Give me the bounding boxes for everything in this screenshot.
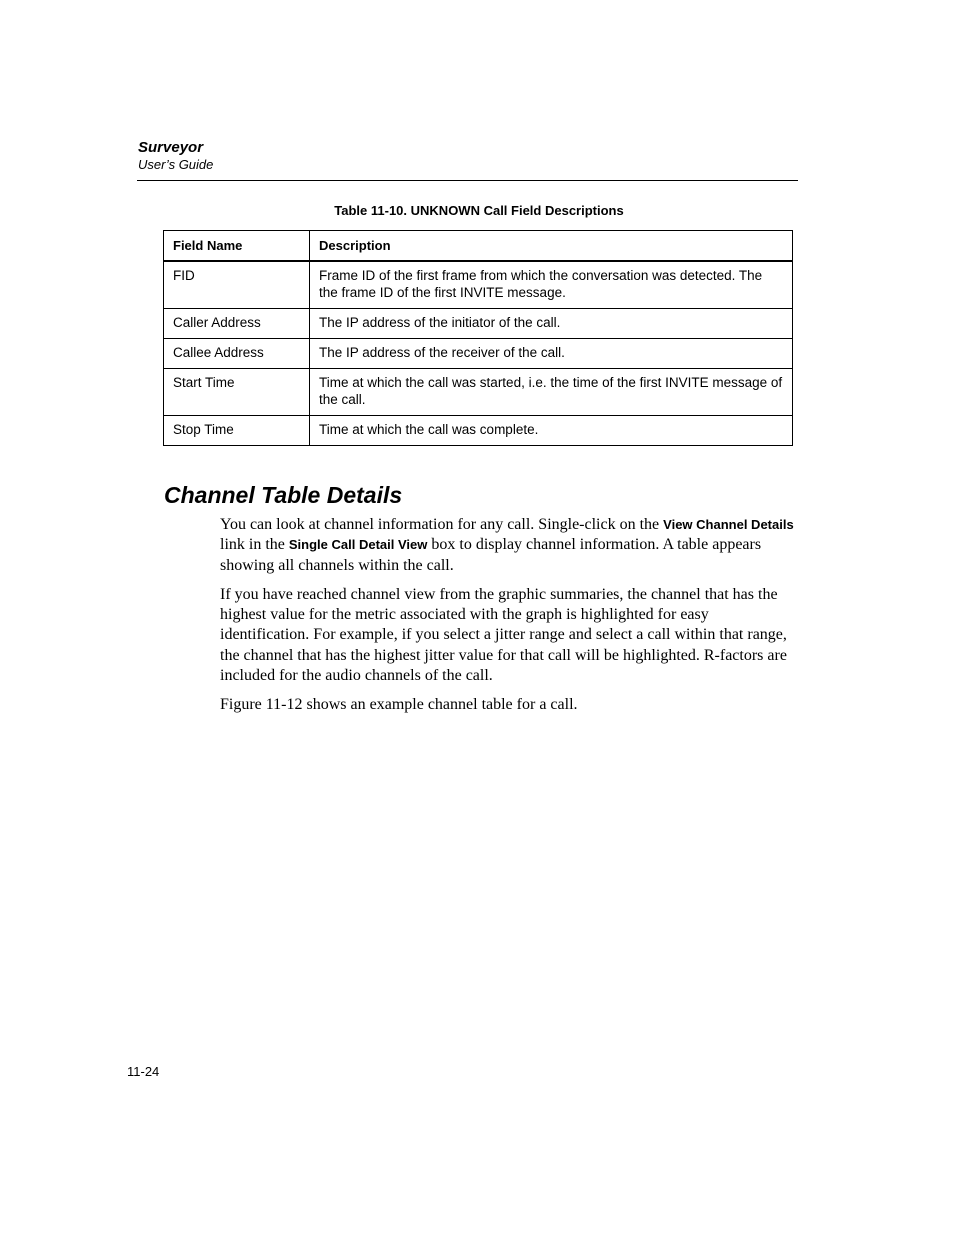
paragraph-1-text-b: link in the <box>220 536 289 554</box>
column-header-field-name: Field Name <box>164 231 310 262</box>
header-rule <box>137 180 798 181</box>
running-head <box>138 139 213 173</box>
paragraph-1-text-a: You can look at channel information for any call. Single-click on the <box>220 516 664 533</box>
paragraph-2: If you have reached channel view from the graphic summaries, the channel that has the highest value for the metric associated with the graph is highlighted for easy identification. For example, if you select a jitter range and select a call within that range, the channel that has the highest jitter value for that call will be highlighted. R-factors are included for the audio channels of the call. <box>220 585 787 685</box>
section-heading: Channel Table Details <box>164 482 403 508</box>
table-cell-field-name: Caller Address <box>164 309 310 339</box>
table-caption: Table 11-10. UNKNOWN Call Field Descriptions <box>334 203 624 218</box>
table-cell-field-name: Stop Time <box>164 416 310 446</box>
paragraph-3: Figure 11-12 shows an example channel table for a call. <box>220 696 578 714</box>
ui-term-view-channel-details: View Channel Details <box>663 517 794 532</box>
page-number: 11-24 <box>127 1064 160 1079</box>
table-cell-description: The IP address of the initiator of the call. <box>310 309 793 339</box>
table-cell-description: Time at which the call was started, i.e. the time of the first INVITE message of the call. <box>310 369 793 416</box>
table-row <box>164 339 793 369</box>
table-cell-description: The IP address of the receiver of the call. <box>310 339 793 369</box>
table-cell-field-name: Callee Address <box>164 339 310 369</box>
table-cell-field-name: FID <box>164 261 310 309</box>
section-body <box>220 515 795 725</box>
table-row <box>164 309 793 339</box>
table-cell-description: Frame ID of the first frame from which the conversation was detected. The the frame ID of the first INVITE message. <box>310 261 793 309</box>
ui-term-single-call-detail-view: Single Call Detail View <box>288 537 428 553</box>
table-cell-description: Time at which the call was complete. <box>310 416 793 446</box>
column-header-description: Description <box>310 231 793 262</box>
paragraph-1-text-c: box to display channel information. A table appears showing all channels within the call. <box>220 536 762 574</box>
table-row <box>164 261 793 309</box>
field-descriptions-table <box>163 230 793 446</box>
table-header-row <box>164 231 793 262</box>
running-head-subtitle: User’s Guide <box>138 157 214 172</box>
running-head-title: Surveyor <box>138 139 204 156</box>
paragraph-1 <box>220 515 795 576</box>
table-row <box>164 369 793 416</box>
table-cell-field-name: Start Time <box>164 369 310 416</box>
table-row <box>164 416 793 446</box>
